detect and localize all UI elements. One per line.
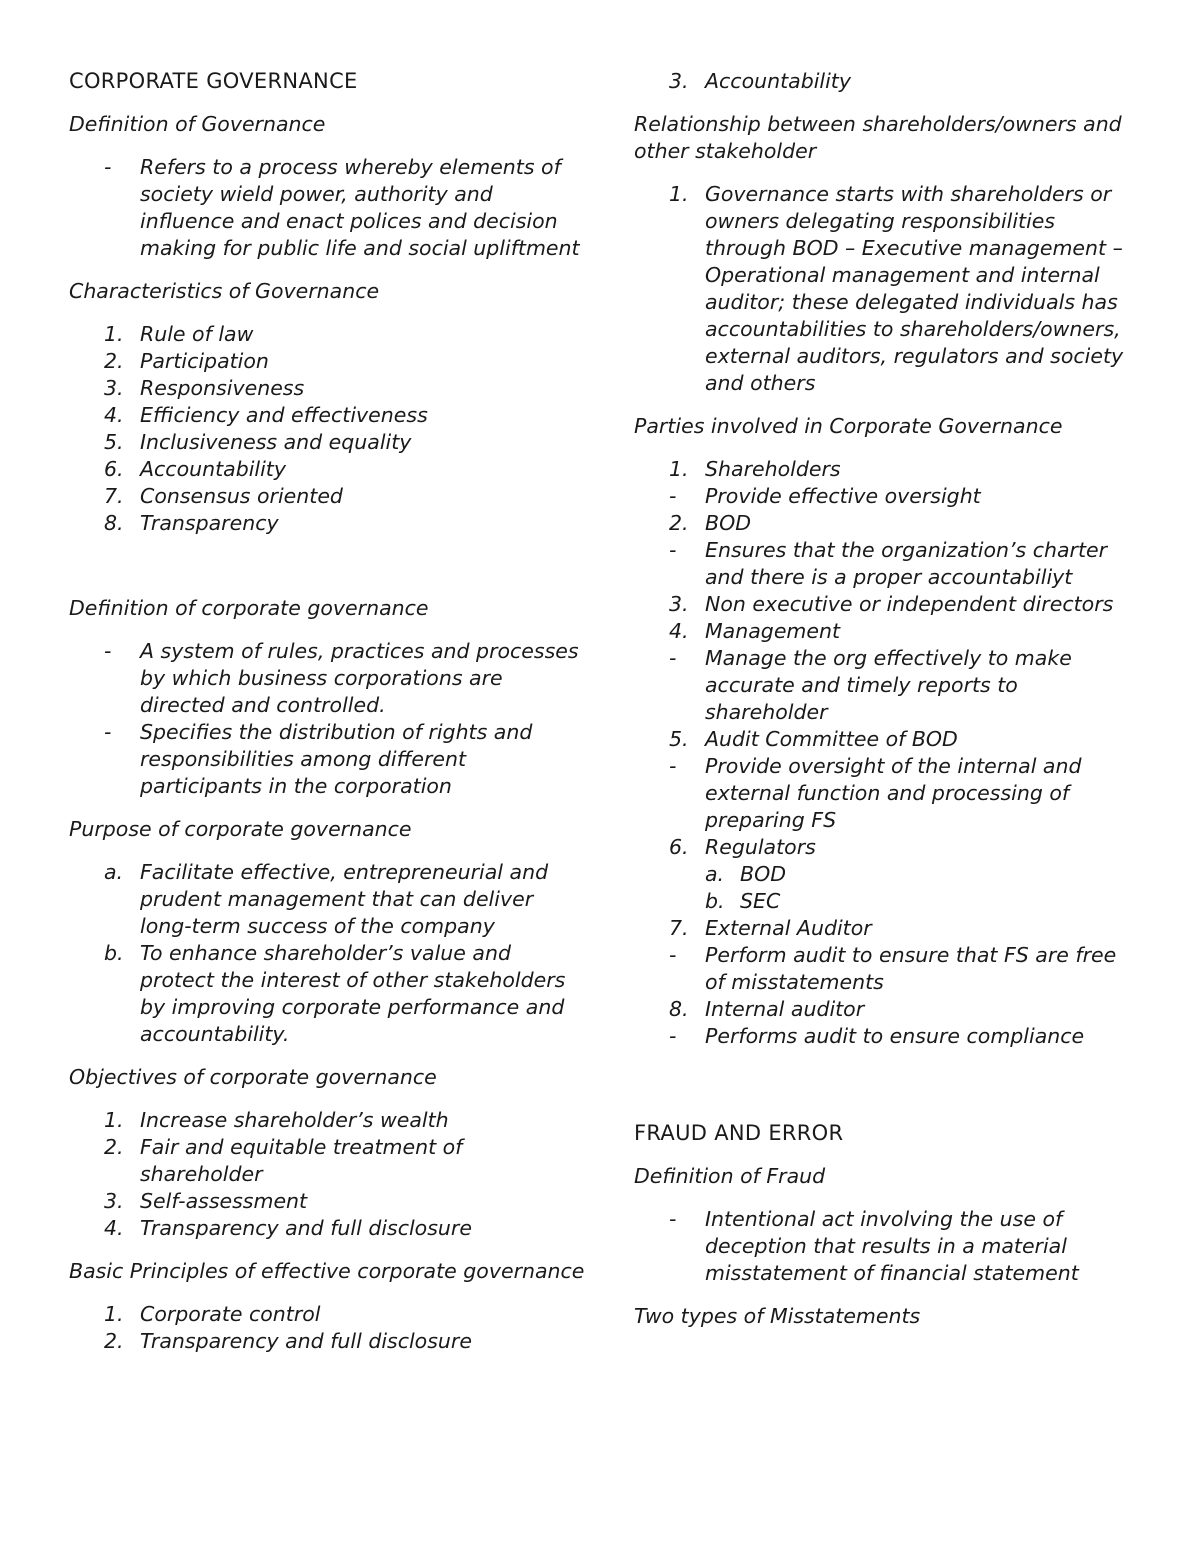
list-marker: b. [104, 941, 124, 965]
list-item-text: Audit Committee of BOD [705, 727, 958, 751]
list-item [69, 859, 589, 940]
list-marker: 3. [669, 69, 689, 93]
list-marker: 6. [104, 457, 124, 481]
list-item-text: Accountability [140, 457, 286, 481]
list-item [69, 940, 589, 1048]
list-item-text: Provide oversight of the internal and external function and processing of preparing FS [705, 754, 1082, 832]
list-item [69, 1301, 589, 1328]
list-item [634, 483, 1134, 510]
list-item [69, 1328, 589, 1355]
heading-definition-of-fraud: Definition of Fraud [634, 1164, 826, 1188]
list-item [634, 888, 1134, 915]
list-objectives-of-corporate-governance [69, 1107, 589, 1242]
list-marker: - [669, 1207, 677, 1231]
heading-two-types-of-misstatements: Two types of Misstatements [634, 1304, 921, 1328]
list-characteristics-of-governance [69, 321, 589, 537]
list-item-text: Consensus oriented [140, 484, 343, 508]
list-item-text: Governance starts with shareholders or owners delegating responsibilities through BOD – Executive management – Operational management and internal auditor; these delegated individuals has accountabilities to shareholders/owners, external auditors, regulators and society and others [705, 182, 1124, 395]
list-item [69, 1188, 589, 1215]
list-item-text: Non executive or independent directors [705, 592, 1114, 616]
list-item [634, 181, 1134, 397]
list-item [69, 154, 589, 262]
list-marker: 2. [104, 1135, 124, 1159]
spacer [69, 553, 589, 595]
list-item-text: Transparency [140, 511, 279, 535]
list-item [69, 456, 589, 483]
list-marker: 1. [104, 322, 124, 346]
list-item [634, 996, 1134, 1023]
list-item-text: Corporate control [140, 1302, 321, 1326]
spacer [634, 1066, 1134, 1120]
list-item-text: Self-assessment [140, 1189, 308, 1213]
list-item-text: Regulators [705, 835, 816, 859]
list-marker: - [104, 720, 112, 744]
section-title-fraud-and-error: FRAUD AND ERROR [634, 1121, 844, 1145]
list-definition-of-governance [69, 154, 589, 262]
list-marker: 5. [669, 727, 689, 751]
list-item [634, 456, 1134, 483]
list-item [634, 753, 1134, 834]
list-item [634, 834, 1134, 861]
list-item-text: Specifies the distribution of rights and responsibilities among different participants in the corporation [140, 720, 533, 798]
list-marker: - [669, 484, 677, 508]
list-item [634, 645, 1134, 726]
list-item [634, 861, 1134, 888]
list-item [634, 618, 1134, 645]
list-marker: 2. [669, 511, 689, 535]
list-parties-involved [634, 456, 1134, 1050]
list-marker: a. [705, 862, 725, 886]
list-item [69, 321, 589, 348]
heading-definition-of-governance: Definition of Governance [69, 112, 326, 136]
list-marker: 3. [104, 1189, 124, 1213]
list-item-text: Provide effective oversight [705, 484, 981, 508]
list-item [69, 402, 589, 429]
list-item-text: Ensures that the organization’s charter and there is a proper accountabiliyt [705, 538, 1108, 589]
list-item [69, 1134, 589, 1188]
list-purpose-of-corporate-governance [69, 859, 589, 1048]
list-item [634, 510, 1134, 537]
list-item [69, 483, 589, 510]
list-item [69, 1107, 589, 1134]
list-marker: 8. [669, 997, 689, 1021]
list-marker: - [669, 538, 677, 562]
list-item [69, 1215, 589, 1242]
list-item [634, 591, 1134, 618]
list-item-text: Increase shareholder’s wealth [140, 1108, 449, 1132]
list-item-text: Accountability [705, 69, 851, 93]
list-item [69, 638, 589, 719]
list-marker: 4. [669, 619, 689, 643]
list-item-text: To enhance shareholder’s value and protect the interest of other stakeholders by improving corporate performance and accountability. [140, 941, 566, 1046]
list-item-text: Efficiency and effectiveness [140, 403, 428, 427]
list-basic-principles [69, 1301, 589, 1355]
list-item [69, 375, 589, 402]
list-item-text: Internal auditor [705, 997, 865, 1021]
list-item-text: Manage the org effectively to make accurate and timely reports to shareholder [705, 646, 1072, 724]
list-marker: 3. [104, 376, 124, 400]
list-marker: 2. [104, 349, 124, 373]
list-item-text: A system of rules, practices and processes by which business corporations are directed and controlled. [140, 639, 579, 717]
list-item-text: Responsiveness [140, 376, 305, 400]
section-title-corporate-governance: CORPORATE GOVERNANCE [69, 69, 358, 93]
list-definition-of-fraud [634, 1206, 1134, 1287]
list-item-text: Refers to a process whereby elements of society wield power, authority and influence and enact polices and decision making for public life and social upliftment [140, 155, 580, 260]
list-marker: - [104, 639, 112, 663]
list-marker: b. [705, 889, 725, 913]
list-marker: - [669, 1024, 677, 1048]
list-item [69, 348, 589, 375]
list-item-text: Inclusiveness and equality [140, 430, 412, 454]
list-item-text: Rule of law [140, 322, 254, 346]
left-column [69, 68, 589, 1371]
list-marker: 1. [669, 457, 689, 481]
list-item [69, 719, 589, 800]
list-item-text: Fair and equitable treatment of shareholder [140, 1135, 463, 1186]
list-item [634, 1023, 1134, 1050]
list-item [69, 429, 589, 456]
list-item-text: External Auditor [705, 916, 872, 940]
list-marker: 1. [104, 1108, 124, 1132]
list-item [634, 915, 1134, 942]
list-item-text: Shareholders [705, 457, 841, 481]
right-column [634, 68, 1134, 1346]
list-marker: 4. [104, 1216, 124, 1240]
list-marker: a. [104, 860, 124, 884]
list-item [634, 942, 1134, 996]
list-item-text: Participation [140, 349, 269, 373]
list-marker: - [669, 754, 677, 778]
heading-relationship-shareholders: Relationship between shareholders/owners and other stakeholder [634, 112, 1122, 163]
heading-basic-principles: Basic Principles of effective corporate governance [69, 1259, 585, 1283]
list-item-text: SEC [740, 889, 781, 913]
list-item-text: Facilitate effective, entrepreneurial and prudent management that can deliver long-term success of the company [140, 860, 549, 938]
list-marker: 4. [104, 403, 124, 427]
list-marker: 2. [104, 1329, 124, 1353]
list-item-text: BOD [705, 511, 751, 535]
list-item [634, 537, 1134, 591]
list-item-text: BOD [740, 862, 786, 886]
list-marker: 8. [104, 511, 124, 535]
heading-definition-of-corporate-governance: Definition of corporate governance [69, 596, 429, 620]
list-marker: 7. [669, 916, 689, 940]
list-marker: - [669, 943, 677, 967]
list-marker: 1. [104, 1302, 124, 1326]
list-marker: 3. [669, 592, 689, 616]
list-item-text: Management [705, 619, 841, 643]
heading-characteristics-of-governance: Characteristics of Governance [69, 279, 380, 303]
heading-parties-involved: Parties involved in Corporate Governance [634, 414, 1063, 438]
list-item [634, 726, 1134, 753]
list-definition-of-corporate-governance [69, 638, 589, 800]
heading-objectives-of-corporate-governance: Objectives of corporate governance [69, 1065, 437, 1089]
list-relationship-shareholders [634, 181, 1134, 397]
list-item-text: Perform audit to ensure that FS are free of misstatements [705, 943, 1117, 994]
list-item-text: Transparency and full disclosure [140, 1216, 472, 1240]
list-item [634, 1206, 1134, 1287]
list-marker: 1. [669, 182, 689, 206]
list-marker: 5. [104, 430, 124, 454]
list-item-text: Intentional act involving the use of deception that results in a material misstatement of financial statement [705, 1207, 1079, 1285]
list-marker: - [669, 646, 677, 670]
list-item [634, 68, 1134, 95]
list-principles-continued [634, 68, 1134, 95]
list-marker: 7. [104, 484, 124, 508]
list-item-text: Performs audit to ensure compliance [705, 1024, 1085, 1048]
list-item [69, 510, 589, 537]
heading-purpose-of-corporate-governance: Purpose of corporate governance [69, 817, 412, 841]
list-marker: 6. [669, 835, 689, 859]
list-item-text: Transparency and full disclosure [140, 1329, 472, 1353]
list-marker: - [104, 155, 112, 179]
